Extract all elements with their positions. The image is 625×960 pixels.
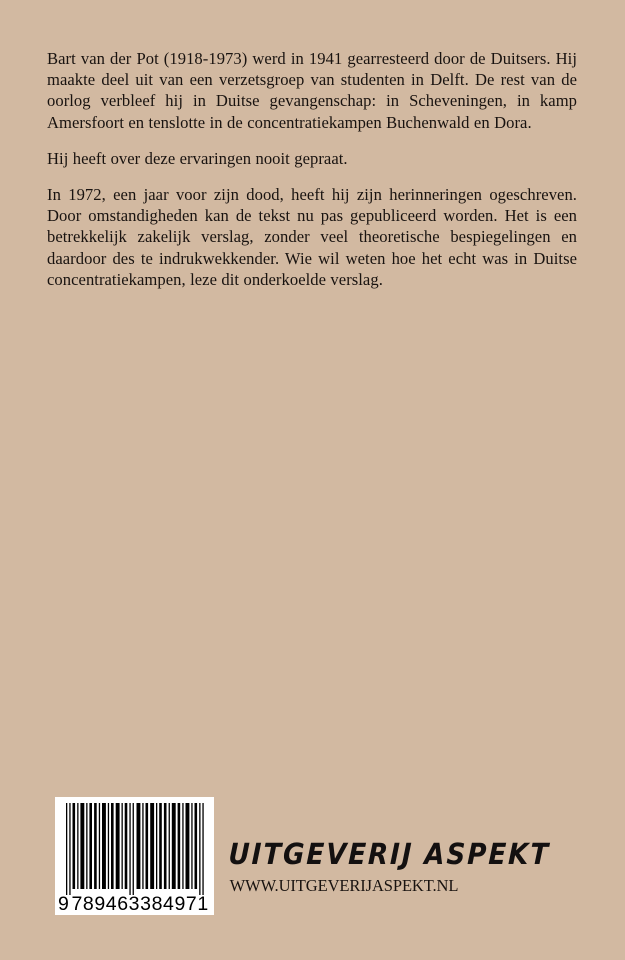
publisher-website: WWW.UITGEVERIJASPEKT.NL	[229, 876, 459, 895]
publisher-block	[228, 838, 551, 895]
barcode-right-group: 384971	[140, 892, 209, 915]
blurb-paragraph-2: Hij heeft over deze ervaringen nooit gepraat.	[47, 148, 348, 168]
isbn-barcode	[55, 797, 214, 915]
barcode-number	[55, 892, 214, 914]
blurb-paragraph-3: In 1972, een jaar voor zijn dood, heeft hij zijn herinneringen ogeschreven. Door omstandigheden kan de tekst nu pas gepubliceerd worden. Het is een betrekkelijk zakelijk verslag, zonder veel theoretische bespiegelingen en daardoor des te indrukwekkender. Wie wil weten hoe het echt was in Duitse concentratiekampen, leze dit onderkoelde verslag.	[47, 185, 577, 289]
publisher-logo-wordmark: UITGEVERIJ ASPEKT	[228, 838, 551, 872]
barcode-left-group: 789463	[71, 892, 141, 915]
blurb-paragraph-1: Bart van der Pot (1918-1973) werd in 1941 gearresteerd door de Duitsers. Hij maakte deel uit van een verzetsgroep van studenten in Delft. De rest van de oorlog verbleef hij in Duitse gevangenschap: in Scheveningen, in kamp Amersfoort en tenslotte in de concentratiekampen Buchenwald en Dora.	[47, 49, 577, 132]
blurb-text-block	[47, 48, 577, 290]
barcode-bars	[55, 803, 214, 895]
barcode-lead-digit: 9	[58, 892, 70, 915]
